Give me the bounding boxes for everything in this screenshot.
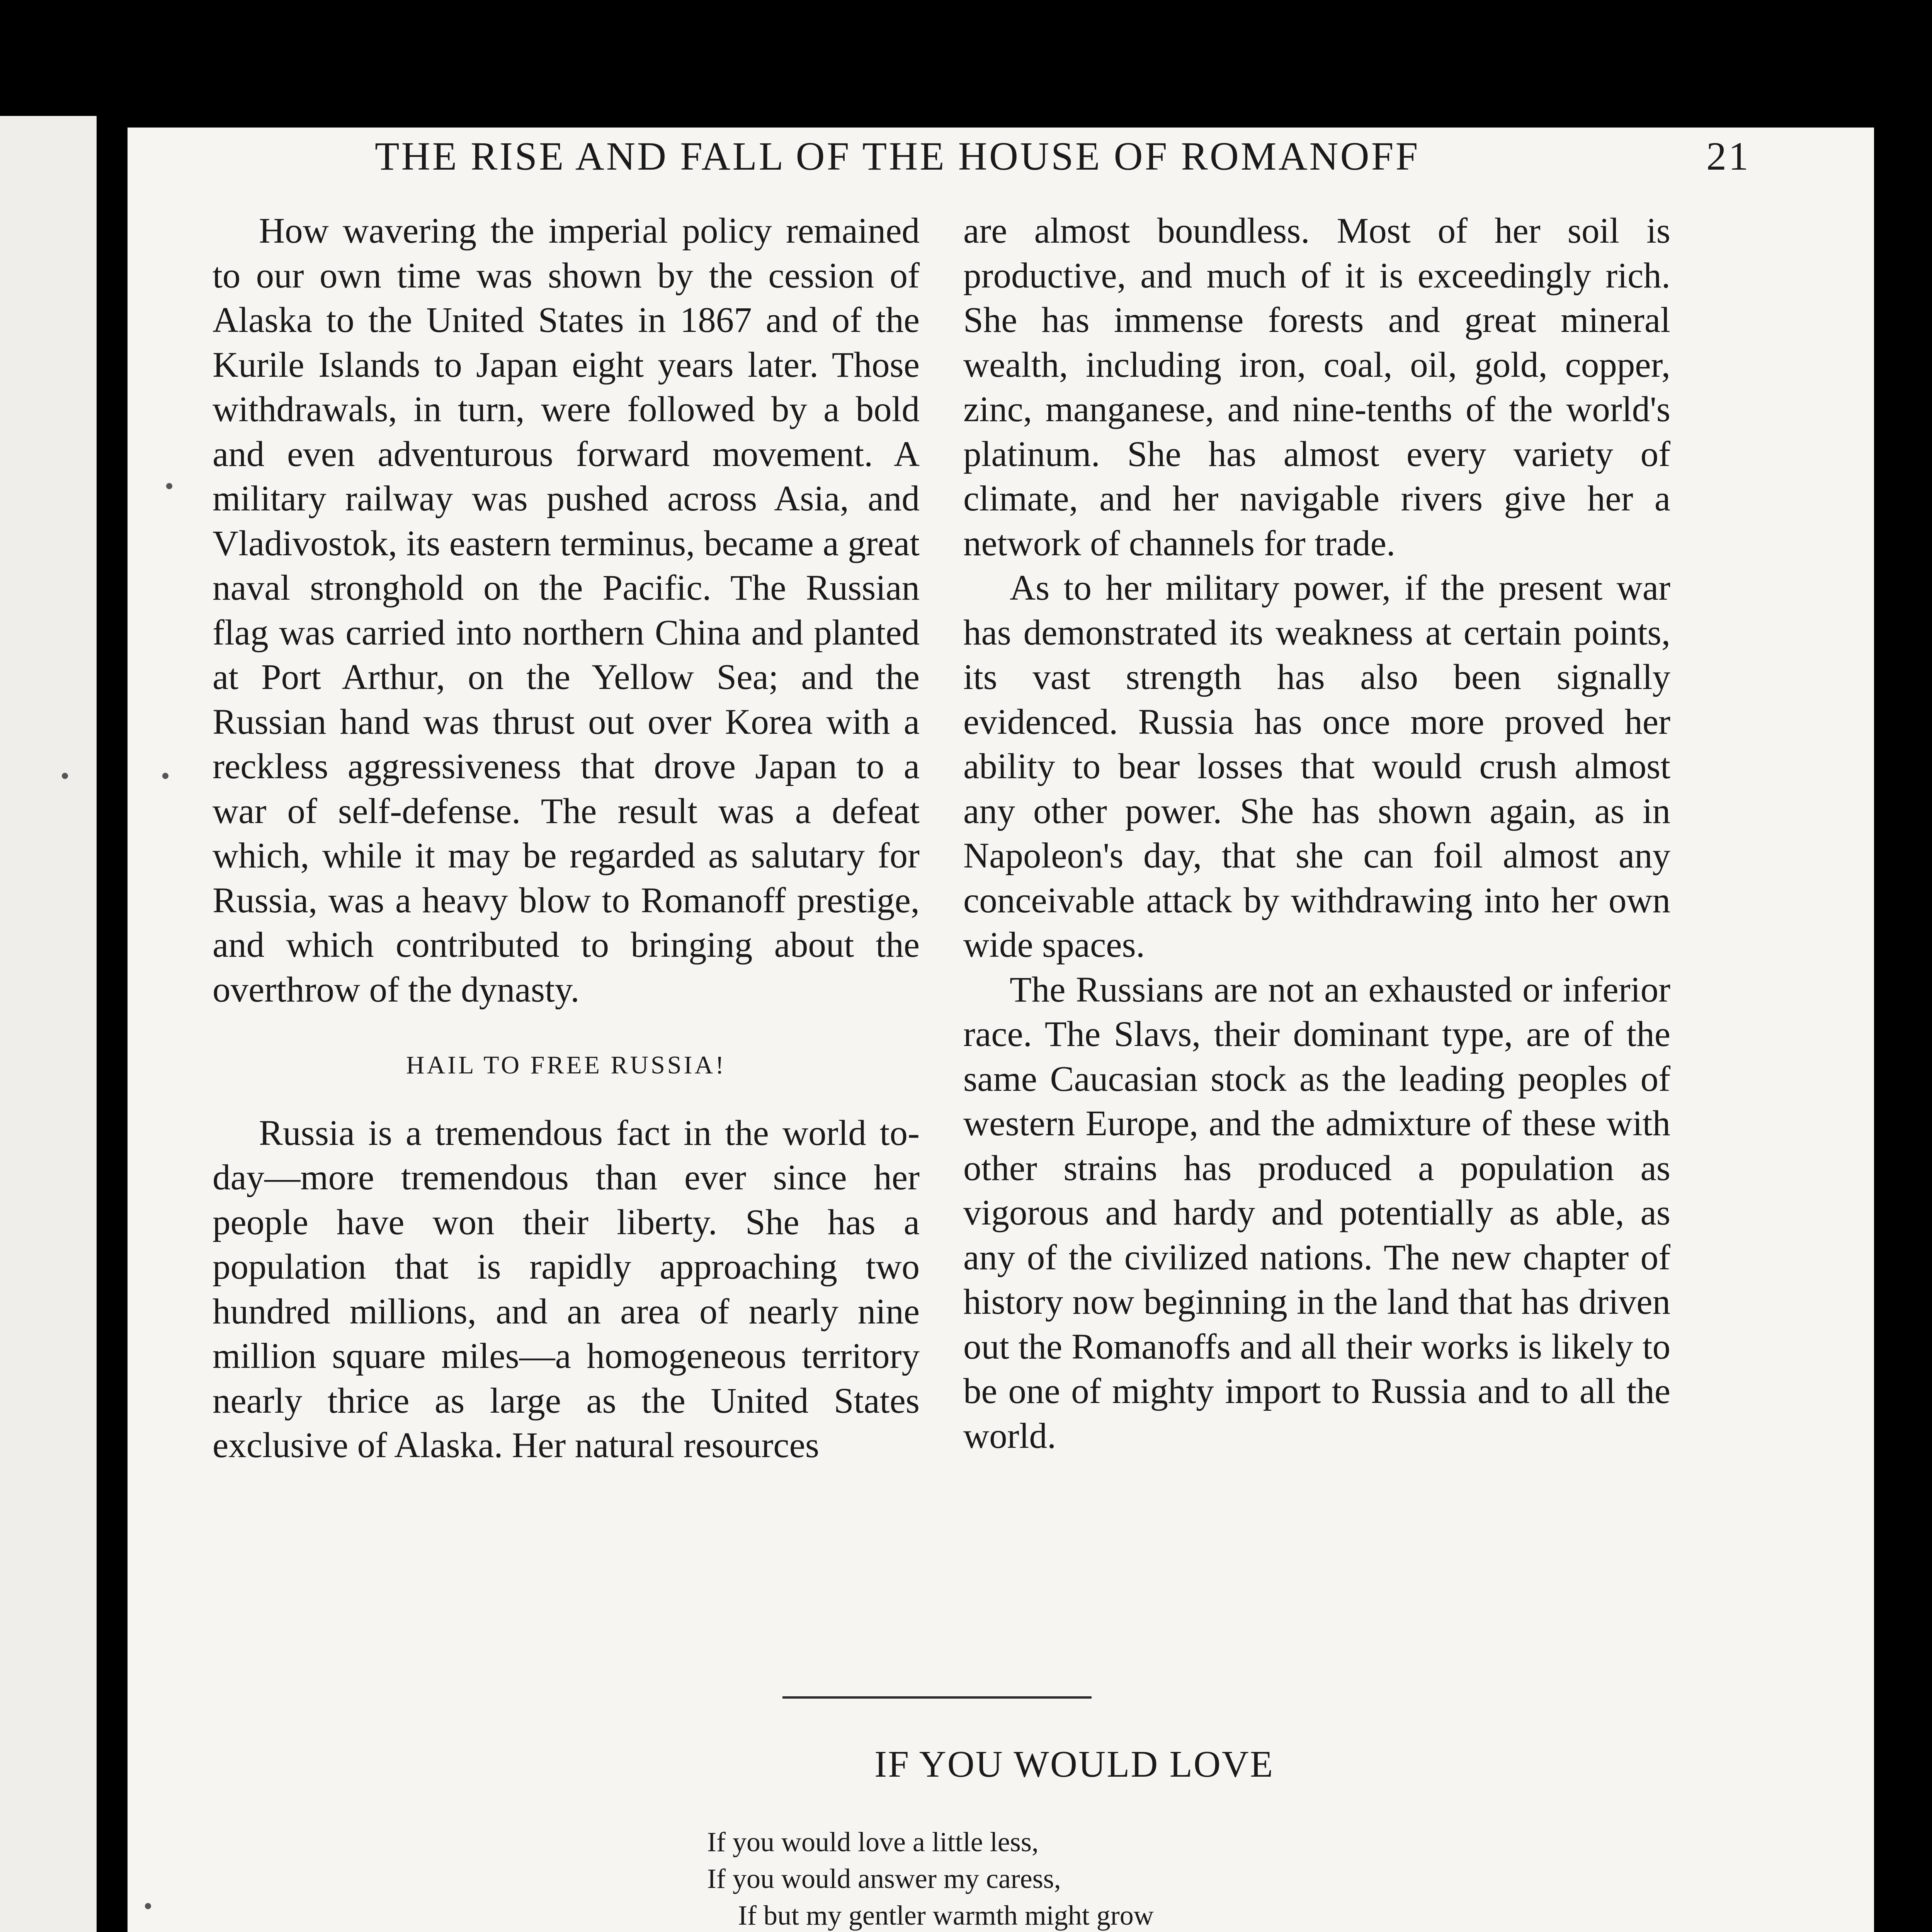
poem-title: IF YOU WOULD LOVE xyxy=(874,1743,1274,1785)
section-subheading: HAIL TO FREE RUSSIA! xyxy=(406,1051,726,1079)
poem-line: If you would answer my caress, xyxy=(707,1863,1061,1894)
running-title: THE RISE AND FALL OF THE HOUSE OF ROMANOFF xyxy=(375,134,1420,179)
poem-stanza xyxy=(707,1824,1712,1932)
divider-rule xyxy=(782,1696,1092,1699)
body-paragraph: How wavering the imperial policy remained to our own time was shown by the cession of Alaska to the United States in 1867 and of the Kurile Islands to Japan eight years later. Those withdrawals, in turn, were followed by a bold and even adventurous forward movement. A military railway was pushed across Asia, and Vladivostok, its eastern terminus, became a great naval stronghold on the Pacific. The Russian flag was carried into northern China and planted at Port Arthur, on the Yellow Sea; and the Russian hand was thrust out over Korea with a reckless aggressiveness that drove Japan to a war of self-defense. The result was a defeat which, while it may be regarded as salutary for Russia, was a heavy blow to Romanoff prestige, and which contributed to bringing about the overthrow of the dynasty. xyxy=(213,211,920,1010)
right-column xyxy=(963,209,1670,1458)
previous-page-edge xyxy=(0,116,97,1932)
body-paragraph: are almost boundless. Most of her soil is productive, and much of it is exceedingly rich. She has immense forests and great mineral wealth, including iron, coal, oil, gold, copper, zinc, manganese, and nine-tenths of the world's platinum. She has almost every variety of climate, and her navigable rivers give her a network of channels for trade. xyxy=(963,211,1670,563)
body-paragraph: The Russians are not an exhausted or inferior race. The Slavs, their dominant type, are of the same Caucasian stock as the leading peoples of western Europe, and the admixture of these with other strains has produced a population as vigorous and hardy and potentially as able, as any of the civilized nations. The new chapter of history now beginning in the land that has driven out the Romanoffs and all their works is likely to be one of mighty import to Russia and to all the world. xyxy=(963,969,1670,1456)
running-head xyxy=(375,133,1750,179)
ink-speck xyxy=(62,773,68,779)
ink-speck xyxy=(166,483,172,489)
poem-line: If you would love a little less, xyxy=(707,1827,1039,1857)
poem-line: If but my gentler warmth might grow xyxy=(738,1900,1154,1931)
left-column xyxy=(213,209,920,1468)
body-paragraph: As to her military power, if the present war has demonstrated its weakness at certain points, its vast strength has also been signally evidenced. Russia has once more proved her ability to bear losses that would crush almost any other power. She has shown again, as in Napoleon's day, that she can foil almost any conceivable attack by withdrawing into her own wide spaces. xyxy=(963,568,1670,965)
ink-speck xyxy=(162,773,168,779)
poem-body xyxy=(707,1824,1712,1932)
body-paragraph: Russia is a tremendous fact in the world to-day—more tremendous than ever since her people have won their liberty. She has a population that is rapidly approaching two hundred millions, and an area of nearly nine million square miles—a homogeneous territory nearly thrice as large as the United States exclusive of Alaska. Her natural resources xyxy=(213,1113,920,1465)
ink-speck xyxy=(145,1903,151,1909)
page-number: 21 xyxy=(1706,134,1750,179)
